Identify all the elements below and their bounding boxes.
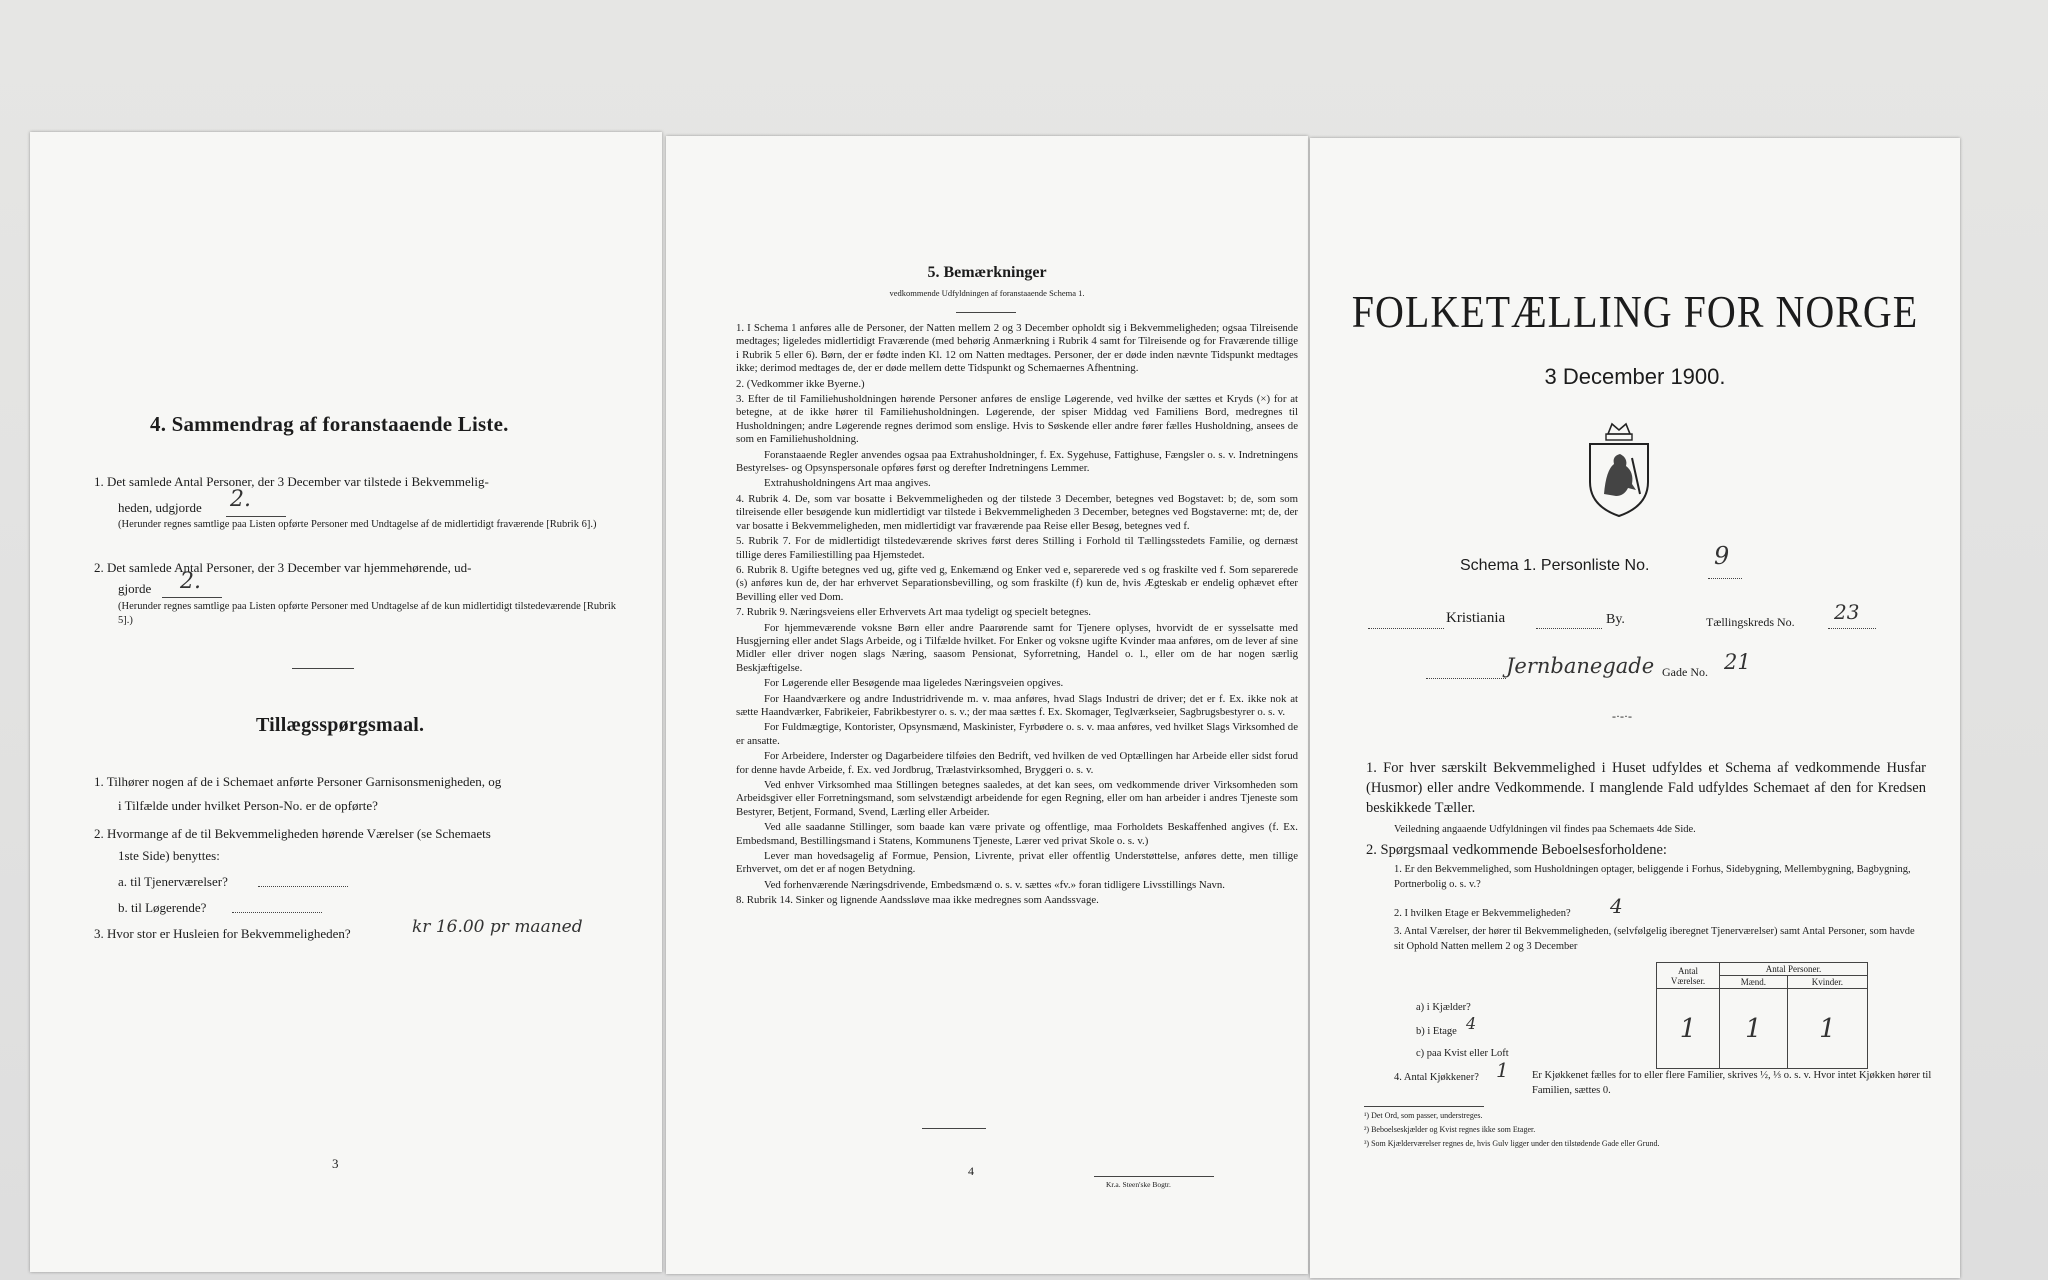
city-lead-line (1368, 628, 1444, 630)
note-5: 5. Rubrik 7. For de midlertidigt tilstedeværende skrives først deres Stilling i Forhold til Tællingsstedets Familie, og dernæst tillige deres Familiestilling paa Hjemstedet. (736, 535, 1298, 561)
question-2: 2. I hvilken Etage er Bekvemmeligheden? (1394, 908, 1571, 919)
row-b: b) i Etage (1416, 1026, 1457, 1037)
remarks-list (736, 322, 1298, 910)
note-7b: For hjemmeværende voksne Børn eller andre Paarørende samt for Tjenere oplyses, hvorvidt de er sysselsatte med Husgjerning eller andet Slags Arbeide, og i Tilfælde hvilket. For Enker og voksne ugifte Kvinder maa anføres, om de lever af sine Midler eller driver nogen slags Næring, saasom Pensionat, Syforretning, Handel o. l., eller om de har nogen særlig Beskjæftigelse. (736, 621, 1298, 674)
note-3b: Foranstaaende Regler anvendes ogsaa paa Extrahusholdninger, f. Ex. Sygehuse, Fattighuse, Fængsler o. s. v. Indretningens Bestyrelses- og Opsynspersonale opføres først og derefter Indretningens Lemmer. (736, 448, 1298, 475)
section4-title: 4. Sammendrag af foranstaaende Liste. (150, 412, 509, 436)
note-7d: For Haandværkere og andre Industridrivende m. v. maa anføres, hvad Slags Industri de driver; det er f. Ex. ikke nok at sætte Haandværker, Fabrikeier, Fabrikbestyrer o. s. v.; der maa sættes f. Ex. Skomager, Teglværkseier, Sagbrugsbestyrer o. s. v. (736, 692, 1298, 718)
note-7: 7. Rubrik 9. Næringsveiens eller Erhvervets Art maa tydeligt og specielt betegnes. (736, 606, 1092, 619)
item1-value-line (226, 516, 286, 517)
remarks-subtitle: vedkommende Udfyldningen af foranstaaende Schema 1. (889, 288, 1085, 298)
schema-number: 9 (1714, 542, 1730, 570)
question-4-rest: Er Kjøkkenet fælles for to eller flere Familier, skrives ½, ⅓ o. s. v. Hvor intet Kjøkken hører til Familien, sættes 0. (1532, 1070, 1932, 1096)
item2-line1: 2. Det samlede Antal Personer, der 3 December var hjemmehørende, ud- (94, 560, 472, 575)
footnote-1: ¹) Det Ord, som passer, understreges. (1364, 1111, 1483, 1120)
note-7g: Ved enhver Virksomhed maa Stillingen betegnes saaledes, at det kan sees, om vedkommende driver Virksomheden som Arbeidsgiver eller Forretningsmand, som selvstændigt arbeidende for egen Regning, eller om han arbeider i andres Tjeneste som Bestyrer, Betjent, Formand, Svend, Lærling eller Arbeider. (736, 779, 1298, 818)
item2-value: 2. (180, 569, 201, 594)
q2b: b. til Løgerende? (118, 900, 207, 915)
question-1: 1. Er den Bekvemmelighed, som Husholdningen optager, beliggende i Forhus, Sidebygning, Mellembygning, Bagbygning, Portnerbolig o. s. v.? (1394, 864, 1911, 890)
q1-line1: 1. Tilhører nogen af de i Schemaet anførte Personer Garnisonsmenigheden, og (94, 774, 502, 789)
col-persons: Antal Personer. (1720, 963, 1868, 976)
note-7c: For Løgerende eller Besøgende maa ligeledes Næringsveien opgives. (764, 677, 1064, 690)
schema-number-line (1708, 578, 1742, 580)
city-name: Kristiania (1446, 610, 1506, 626)
q2a: a. til Tjenerværelser? (118, 874, 228, 889)
q3: 3. Hvor stor er Husleien for Bekvemmeligheden? (94, 926, 351, 941)
page-right (1310, 138, 1960, 1278)
note-3: 3. Efter de til Familiehusholdningen hørende Personer anføres de enslige Løgerende, ved hvilke der sættes et Kryds (×) for at betegne, at de ikke hører til Familiehusholdningen. Løgerende, der spiser Middag ved Familiens Bord, medregnes til Husholdningen; andre Løgerende regnes derimod som enslige. Hvis to Søskende eller andre fører fælles Husholdning, ansees de som en Familiehusholdning. (736, 393, 1298, 446)
question-3: 3. Antal Værelser, der hører til Bekvemmeligheden, (selvfølgelig iberegnet Tjenerværelser) samt Antal Personer, som havde sit Ophold Natten mellem 2 og 3 December (1394, 926, 1915, 952)
page-left (30, 132, 662, 1272)
col-women: Kvinder. (1787, 976, 1867, 989)
footnote-rule (1364, 1106, 1484, 1107)
item1-note: (Herunder regnes samtlige paa Listen opførte Personer med Undtagelse af de midlertidigt fraværende [Rubrik 6].) (118, 519, 597, 530)
note-1: 1. I Schema 1 anføres alle de Personer, der Natten mellem 2 og 3 December opholdt sig i Bekvemmeligheden; ogsaa Tilreisende medtages; ligeledes midlertidigt Fraværende (med behørig Anmærkning i Rubrik 4 samt for Tilreisende og for Fraværende tillige i Rubrik 5 eller 6). Børn, der er fødte inden Kl. 12 om Natten medtages. Personer, der er døde inden nævnte Tidspunkt medtages ikke; derimod medtages de, der er døde mellem dette Tidspunkt og Schemaernes Afhentning. (736, 322, 1298, 375)
instruction-2: 2. Spørgsmaal vedkommende Beboelsesforholdene: (1366, 842, 1667, 858)
item2-value-line (162, 597, 222, 598)
row-c: c) paa Kvist eller Loft (1416, 1048, 1509, 1059)
printer-line (1094, 1176, 1214, 1177)
district-number: 23 (1834, 600, 1860, 624)
item1-line2: heden, udgjorde (118, 500, 202, 515)
note-7i: Lever man hovedsagelig af Formue, Pension, Livrente, privat eller offentlig Understøttelse, anføres dette, men tillige Erhvervet, om det er af nogen Betydning. (736, 850, 1298, 876)
value-men: 1 (1720, 989, 1788, 1069)
page-number-middle: 4 (968, 1164, 974, 1178)
norway-coat-of-arms-icon (1582, 420, 1656, 520)
note-7e: For Fuldmægtige, Kontorister, Opsynsmænd, Maskinister, Fyrbødere o. s. v. maa anføres, ved hvilket Slags Virksomhed de er ansatte. (736, 721, 1298, 747)
note-2: 2. (Vedkommer ikke Byerne.) (736, 377, 865, 390)
footnote-2: ²) Beboelseskjælder og Kvist regnes ikke som Etager. (1364, 1125, 1536, 1134)
q2-line1: 2. Hvormange af de til Bekvemmeligheden hørende Værelser (se Schemaets (94, 826, 491, 841)
question-4: 4. Antal Kjøkkener? (1394, 1072, 1479, 1083)
q3-answer: kr 16.00 pr maaned (412, 917, 583, 937)
district-line (1828, 628, 1876, 630)
footnote-3: ³) Som Kjælderværelser regnes de, hvis Gulv ligger under den tilstødende Gade eller Grund. (1364, 1139, 1660, 1148)
note-3c: Extrahusholdningens Art maa angives. (764, 477, 931, 490)
note-6: 6. Rubrik 8. Ugifte betegnes ved ug, gifte ved g, Enkemænd og Enker ved e, separerede ved s og fraskilte ved f. Som separerede (s) anføres kun de, der har erhvervet Separationsbevilling, og som fraskilte (f) kun de, hvis Ægteskab er endelig ophævet efter Bevilling eller ved Dom. (736, 563, 1298, 603)
question-2-answer: 4 (1610, 894, 1623, 918)
item1-line1: 1. Det samlede Antal Personer, der 3 December var tilstede i Bekvemmelig- (94, 474, 489, 489)
note-4: 4. Rubrik 4. De, som var bosatte i Bekvemmeligheden og der tilstede 3 December, betegnes ved Bogstavet: b; de, som som tilreisende eller besøgende kun midlertidigt var tilstede i Bekvemmeligheden 3 December, betegnes ved Bogstaverne: mt; de, der var bosatte i Bekvemmeligheden, men midlertidigt var fraværende paa Reise eller Besøg, betegnes ved f. (736, 492, 1298, 532)
by-label: By. (1606, 612, 1625, 627)
note-7f: For Arbeidere, Inderster og Dagarbeidere tilføies den Bedrift, ved hvilken de ved Optællingen har Arbeide eller sidst forud for denne havde Arbeide, f. Ex. ved Jordbrug, Trælastvirksomhed, Bryggeri o. s. v. (736, 750, 1298, 776)
q2-line2: 1ste Side) benyttes: (118, 848, 220, 863)
section-divider (292, 668, 354, 669)
extra-title: Tillægsspørgsmaal. (256, 714, 425, 736)
item1-value: 2. (230, 487, 251, 512)
value-rooms: 1 (1657, 989, 1720, 1069)
bottom-divider (922, 1128, 986, 1129)
page-middle (666, 136, 1308, 1274)
printer-mark: Kr.a. Steen'ske Bogtr. (1106, 1180, 1171, 1189)
district-label: Tællingskreds No. (1706, 615, 1795, 629)
instruction-1-note: Veiledning angaaende Udfyldningen vil findes paa Schemaets 4de Side. (1394, 824, 1696, 835)
col-men: Mænd. (1720, 976, 1788, 989)
row-b-floor: 4 (1466, 1014, 1477, 1033)
item2-note: (Herunder regnes samtlige paa Listen opførte Personer med Undtagelse af de kun midlertidigt tilstedeværende [Rubrik 5].) (118, 601, 617, 626)
note-8: 8. Rubrik 14. Sinker og lignende Aandssløve maa ikke medregnes som Aandssvage. (736, 894, 1099, 907)
q2b-line (232, 912, 322, 914)
gade-number: 21 (1724, 650, 1751, 674)
street-lead-line (1426, 678, 1506, 680)
remarks-divider (956, 312, 1016, 313)
remarks-title: 5. Bemærkninger (927, 264, 1047, 281)
instruction-1: 1. For hver særskilt Bekvemmelighed i Huset udfyldes et Schema af vedkommende Husfar (Husmor) eller andre Vedkommende. I manglende Fald udfyldes Schemaet af den for Kredsen beskikkede Tæller. (1366, 760, 1926, 816)
census-date: 3 December 1900. (1544, 364, 1726, 389)
census-title: FOLKETÆLLING FOR NORGE (1351, 285, 1919, 338)
q1-line2: i Tilfælde under hvilket Person-No. er de opførte? (118, 798, 378, 813)
page-number-left: 3 (332, 1156, 339, 1171)
note-7j: Ved forhenværende Næringsdrivende, Embedsmænd o. s. v. sættes «fv.» foran tidligere Livsstillings Navn. (764, 878, 1225, 891)
row-a: a) i Kjælder? (1416, 1002, 1471, 1013)
street-name: Jernbanegade (1506, 654, 1655, 678)
ornament-divider: -·-·- (1612, 709, 1632, 723)
rooms-persons-table (1656, 962, 1868, 1069)
schema-label: Schema 1. Personliste No. (1460, 557, 1650, 574)
value-women: 1 (1787, 989, 1867, 1069)
question-4-answer: 1 (1496, 1058, 1509, 1082)
q2a-line (258, 886, 348, 888)
city-line (1536, 628, 1602, 630)
gade-label: Gade No. (1662, 665, 1708, 679)
item2-line2: gjorde (118, 581, 152, 596)
note-7h: Ved alle saadanne Stillinger, som baade kan være private og offentlige, maa Forholdets Beskaffenhed angives (f. Ex. Embedsmand, Bestillingsmand i Statens, Kommunens Tjeneste, Lærer ved privat Skole o. s. v.) (736, 821, 1298, 847)
col-rooms: Antal Værelser. (1657, 963, 1720, 989)
